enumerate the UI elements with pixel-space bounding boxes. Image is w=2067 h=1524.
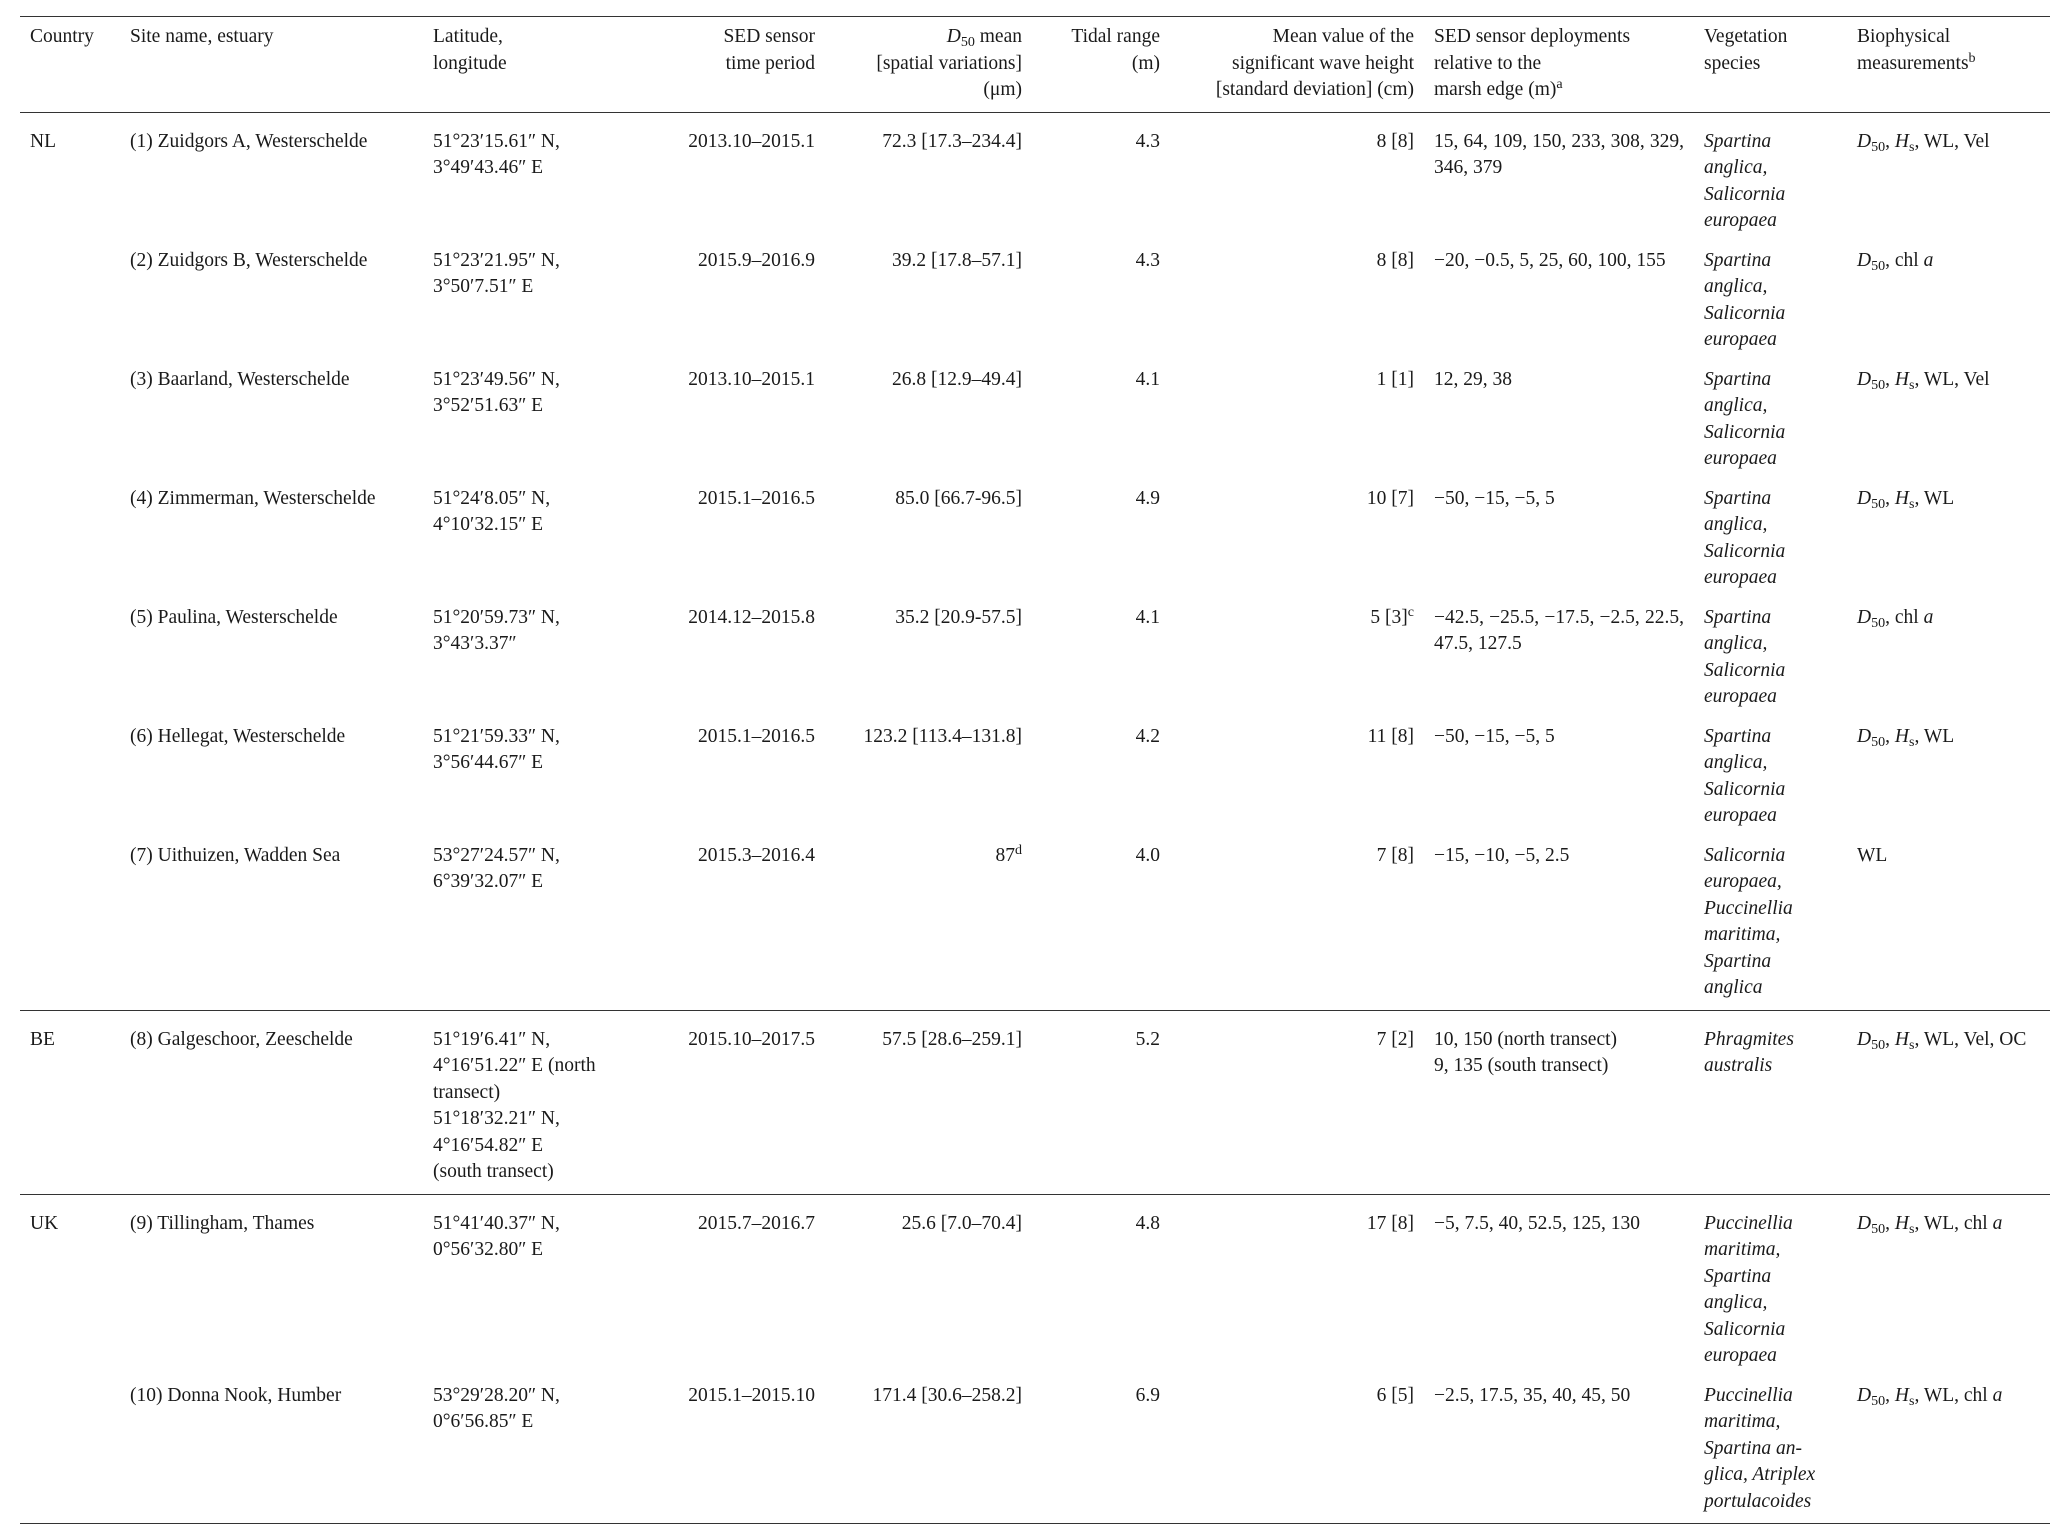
cell-text: −5, 7.5, 40, 52.5, 125, 130 (1434, 1212, 1640, 1234)
cell-country (20, 1370, 120, 1524)
cell-text: 87 (995, 844, 1015, 866)
cell-country (20, 354, 120, 473)
cell-text: 2013.10–2015.1 (688, 368, 815, 390)
cell-vegetation (1694, 354, 1847, 473)
cell-text: 51°23′15.61″ N, 3°49′43.46″ E (433, 130, 560, 178)
cell-wave (1170, 711, 1424, 830)
cell-tidal (1032, 473, 1170, 592)
table-row (20, 1370, 2050, 1524)
cell-text: 6 [5] (1376, 1384, 1414, 1406)
d50-subscript: 50 (1871, 733, 1886, 750)
cell-tidal (1032, 1194, 1170, 1370)
cell-country (20, 235, 120, 354)
cell-site (120, 830, 423, 1011)
cell-text: 10 [7] (1366, 487, 1414, 509)
cell-text: −15, −10, −5, 2.5 (1434, 844, 1570, 866)
cell-d50 (825, 592, 1032, 711)
d50-subscript: 50 (1871, 1392, 1886, 1409)
cell-latlon (423, 473, 629, 592)
cell-biophysical (1847, 830, 2050, 1011)
cell-text: , chl a (1885, 249, 1934, 271)
cell-vegetation (1694, 235, 1847, 354)
cell-text: Phragmites australis (1704, 1028, 1794, 1076)
cell-text: (5) Paulina, Westerschelde (130, 606, 338, 628)
table-row (20, 112, 2050, 235)
d50-subscript: 50 (1871, 495, 1886, 512)
cell-text: , $H_s$, WL (1885, 487, 1955, 512)
cell-country (20, 112, 120, 235)
cell-text: 2014.12–2015.8 (688, 606, 815, 628)
cell-text: 35.2 [20.9-57.5] (895, 606, 1022, 628)
cell-d50 (825, 354, 1032, 473)
table-body (20, 112, 2050, 1524)
cell-text: 2015.1–2016.5 (698, 487, 815, 509)
cell-biophysical (1847, 711, 2050, 830)
cell-wave (1170, 473, 1424, 592)
d50-symbol: D (1857, 725, 1872, 747)
cell-text: 15, 64, 109, 150, 233, 308, 329, 346, 379 (1434, 130, 1684, 178)
table-row (20, 711, 2050, 830)
cell-tidal (1032, 1010, 1170, 1194)
cell-tidal (1032, 711, 1170, 830)
cell-tidal (1032, 112, 1170, 235)
cell-text: , $H_s$, WL, chl a (1885, 1212, 2003, 1237)
cell-deploy (1424, 235, 1694, 354)
cell-deploy (1424, 1010, 1694, 1194)
cell-latlon (423, 1370, 629, 1524)
cell-vegetation (1694, 1010, 1847, 1194)
cell-text: (10) Donna Nook, Humber (130, 1384, 342, 1406)
footnote-mark: d (1014, 841, 1022, 858)
cell-text: 51°23′49.56″ N, 3°52′51.63″ E (433, 368, 560, 416)
cell-text: (4) Zimmerman, Westerschelde (130, 487, 376, 509)
cell-vegetation (1694, 112, 1847, 235)
cell-vegetation (1694, 830, 1847, 1011)
cell-text: 8 [8] (1376, 249, 1414, 271)
cell-text: 4.3 (1135, 130, 1160, 152)
cell-text: Puccinellia maritima, Spartina anglica, Salicornia europaea (1704, 1212, 1793, 1366)
cell-text: 57.5 [28.6–259.1] (882, 1028, 1022, 1050)
cell-text: 4.9 (1135, 487, 1160, 509)
cell-text: (8) Galgeschoor, Zeeschelde (130, 1028, 353, 1050)
cell-tidal (1032, 354, 1170, 473)
cell-text: (9) Tillingham, Thames (130, 1212, 315, 1234)
d50-symbol: D (1857, 130, 1872, 152)
cell-tidal (1032, 235, 1170, 354)
cell-vegetation (1694, 473, 1847, 592)
cell-vegetation (1694, 1370, 1847, 1524)
cell-text: 85.0 [66.7-96.5] (895, 487, 1022, 509)
cell-deploy (1424, 1370, 1694, 1524)
cell-text: Spartina anglica, Salicornia europaea (1704, 487, 1786, 588)
d50-subscript: 50 (1871, 1036, 1886, 1053)
cell-text: (1) Zuidgors A, Westerschelde (130, 130, 368, 152)
cell-latlon (423, 235, 629, 354)
cell-text: −2.5, 17.5, 35, 40, 45, 50 (1434, 1384, 1631, 1406)
cell-wave (1170, 830, 1424, 1011)
cell-period (629, 711, 825, 830)
cell-text: , $H_s$, WL, Vel (1885, 130, 1990, 155)
cell-country (20, 473, 120, 592)
d50-symbol: D (1857, 249, 1872, 271)
d50-symbol: D (1857, 487, 1872, 509)
cell-wave (1170, 1010, 1424, 1194)
cell-biophysical (1847, 1194, 2050, 1370)
cell-text: (3) Baarland, Westerschelde (130, 368, 350, 390)
cell-text: −50, −15, −5, 5 (1434, 725, 1555, 747)
cell-text: Salicornia europaea, Puccinellia maritima, Spartina anglica (1704, 844, 1793, 998)
cell-text: 1 [1] (1376, 368, 1414, 390)
cell-text: 4.3 (1135, 249, 1160, 271)
d50-subscript: 50 (1871, 614, 1886, 631)
cell-text: 4.1 (1135, 368, 1160, 390)
cell-site (120, 354, 423, 473)
cell-text: 2015.1–2016.5 (698, 725, 815, 747)
cell-text: −42.5, −25.5, −17.5, −2.5, 22.5, 47.5, 127.5 (1434, 606, 1684, 654)
cell-country (20, 592, 120, 711)
cell-text: , $H_s$, WL (1885, 725, 1955, 750)
cell-text: 51°19′6.41″ N, 4°16′51.22″ E (north transect) 51°18′32.21″ N, 4°16′54.82″ E (south transect) (433, 1028, 596, 1182)
cell-text: 4.8 (1135, 1212, 1160, 1234)
cell-site (120, 1194, 423, 1370)
cell-text: 2015.9–2016.9 (698, 249, 815, 271)
d50-subscript: 50 (1871, 138, 1886, 155)
sites-table (20, 16, 2050, 1524)
cell-text: 5 [3] (1370, 606, 1408, 628)
cell-text: (2) Zuidgors B, Westerschelde (130, 249, 368, 271)
cell-latlon (423, 1010, 629, 1194)
cell-site (120, 473, 423, 592)
cell-text: 51°23′21.95″ N, 3°50′7.51″ E (433, 249, 560, 297)
cell-text: 6.9 (1135, 1384, 1160, 1406)
d50-symbol: D (1857, 606, 1872, 628)
cell-text: 53°27′24.57″ N, 6°39′32.07″ E (433, 844, 560, 892)
cell-text: , $H_s$, WL, chl a (1885, 1384, 2003, 1409)
cell-wave (1170, 112, 1424, 235)
cell-tidal (1032, 830, 1170, 1011)
cell-text: 53°29′28.20″ N, 0°6′56.85″ E (433, 1384, 560, 1432)
cell-d50 (825, 830, 1032, 1011)
cell-latlon (423, 354, 629, 473)
cell-text: 72.3 [17.3–234.4] (882, 130, 1022, 152)
cell-text: 4.1 (1135, 606, 1160, 628)
cell-text: UK (30, 1212, 59, 1234)
cell-deploy (1424, 354, 1694, 473)
cell-site (120, 1010, 423, 1194)
d50-symbol: D (1857, 1028, 1872, 1050)
cell-latlon (423, 1194, 629, 1370)
cell-text: 8 [8] (1376, 130, 1414, 152)
cell-wave (1170, 1370, 1424, 1524)
header-deploy: SED sensor deployments relative to the marsh edge $(m)^a$ (1434, 26, 1631, 100)
cell-text: 2013.10–2015.1 (688, 130, 815, 152)
cell-text: −50, −15, −5, 5 (1434, 487, 1555, 509)
cell-text: Spartina anglica, Salicornia europaea (1704, 725, 1786, 826)
cell-site (120, 235, 423, 354)
cell-text: Spartina anglica, Salicornia europaea (1704, 606, 1786, 707)
cell-text: 12, 29, 38 (1434, 368, 1512, 390)
d50-subscript: 50 (1871, 257, 1886, 274)
d50-symbol: D (1857, 368, 1872, 390)
cell-deploy (1424, 112, 1694, 235)
cell-period (629, 235, 825, 354)
cell-text: , chl a (1885, 606, 1934, 628)
d50-subscript: 50 (1871, 1220, 1886, 1237)
cell-latlon (423, 112, 629, 235)
cell-biophysical (1847, 1370, 2050, 1524)
cell-d50 (825, 235, 1032, 354)
cell-wave (1170, 1194, 1424, 1370)
cell-vegetation (1694, 592, 1847, 711)
cell-biophysical (1847, 354, 2050, 473)
cell-deploy (1424, 711, 1694, 830)
cell-text: 171.4 [30.6–258.2] (872, 1384, 1022, 1406)
cell-site (120, 711, 423, 830)
cell-biophysical (1847, 235, 2050, 354)
cell-tidal (1032, 1370, 1170, 1524)
cell-latlon (423, 711, 629, 830)
table-row (20, 473, 2050, 592)
cell-d50 (825, 1370, 1032, 1524)
cell-text: 2015.10–2017.5 (688, 1028, 815, 1050)
footnote-mark: c (1407, 603, 1414, 620)
cell-text: 2015.7–2016.7 (698, 1212, 815, 1234)
header-tidal: Tidal range (m) (1071, 26, 1160, 74)
cell-text: 5.2 (1135, 1028, 1160, 1050)
cell-wave (1170, 592, 1424, 711)
cell-deploy (1424, 473, 1694, 592)
cell-period (629, 1194, 825, 1370)
cell-text: 25.6 [7.0–70.4] (901, 1212, 1022, 1234)
cell-period (629, 354, 825, 473)
header-wave: Mean value of the significant wave height [standard deviation] (cm) (1215, 26, 1414, 100)
cell-text: 51°24′8.05″ N, 4°10′32.15″ E (433, 487, 551, 535)
table-row (20, 354, 2050, 473)
header-latlon: Latitude, longitude (433, 26, 507, 74)
table-row (20, 1194, 2050, 1370)
cell-country (20, 830, 120, 1011)
cell-deploy (1424, 1194, 1694, 1370)
cell-vegetation (1694, 711, 1847, 830)
cell-text: 123.2 [113.4–131.8] (863, 725, 1022, 747)
cell-country (20, 1194, 120, 1370)
cell-text: NL (30, 130, 56, 152)
cell-text: 4.0 (1135, 844, 1160, 866)
cell-site (120, 592, 423, 711)
cell-deploy (1424, 592, 1694, 711)
header-country: Country (30, 26, 94, 47)
d50-symbol: D (1857, 1384, 1872, 1406)
cell-period (629, 830, 825, 1011)
cell-text: Spartina anglica, Salicornia europaea (1704, 249, 1786, 350)
cell-period (629, 1370, 825, 1524)
cell-d50 (825, 473, 1032, 592)
cell-biophysical (1847, 592, 2050, 711)
cell-period (629, 1010, 825, 1194)
cell-text: , $H_s$, WL, Vel, OC (1885, 1028, 2027, 1053)
cell-text: (7) Uithuizen, Wadden Sea (130, 844, 341, 866)
cell-period (629, 473, 825, 592)
d50-symbol: D (1857, 1212, 1872, 1234)
table-row (20, 830, 2050, 1011)
header-veg: Vegetation species (1704, 26, 1788, 74)
header-d50: $D_{50}$ mean [spatial variations] (μm) (876, 26, 1022, 100)
cell-text: 17 [8] (1366, 1212, 1414, 1234)
cell-d50 (825, 1194, 1032, 1370)
cell-text: −20, −0.5, 5, 25, 60, 100, 155 (1434, 249, 1666, 271)
cell-biophysical (1847, 473, 2050, 592)
cell-vegetation (1694, 1194, 1847, 1370)
cell-d50 (825, 1010, 1032, 1194)
table-row (20, 235, 2050, 354)
d50-subscript: 50 (1871, 376, 1886, 393)
cell-text: 51°21′59.33″ N, 3°56′44.67″ E (433, 725, 560, 773)
cell-site (120, 1370, 423, 1524)
cell-text: 26.8 [12.9–49.4] (892, 368, 1022, 390)
cell-text: 7 [2] (1376, 1028, 1414, 1050)
cell-site (120, 112, 423, 235)
cell-text: 11 [8] (1367, 725, 1414, 747)
header-period: SED sensor time period (723, 26, 815, 74)
cell-biophysical (1847, 112, 2050, 235)
cell-text: 10, 150 (north transect) 9, 135 (south transect) (1434, 1028, 1618, 1076)
cell-text: 4.2 (1135, 725, 1160, 747)
cell-text: BE (30, 1028, 55, 1050)
cell-tidal (1032, 592, 1170, 711)
cell-period (629, 592, 825, 711)
cell-latlon (423, 592, 629, 711)
cell-biophysical (1847, 1010, 2050, 1194)
cell-text: 51°41′40.37″ N, 0°56′32.80″ E (433, 1212, 560, 1260)
cell-country (20, 711, 120, 830)
cell-text: 7 [8] (1376, 844, 1414, 866)
cell-text: Spartina anglica, Salicornia europaea (1704, 130, 1786, 231)
header-bio: Biophysical measurements$^b$ (1857, 26, 1976, 74)
cell-d50 (825, 711, 1032, 830)
cell-latlon (423, 830, 629, 1011)
table-row (20, 1010, 2050, 1194)
cell-deploy (1424, 830, 1694, 1011)
cell-country (20, 1010, 120, 1194)
cell-period (629, 112, 825, 235)
cell-text: 2015.3–2016.4 (698, 844, 815, 866)
cell-wave (1170, 235, 1424, 354)
cell-text: (6) Hellegat, Westerschelde (130, 725, 346, 747)
table-row (20, 592, 2050, 711)
cell-text: 39.2 [17.8–57.1] (892, 249, 1022, 271)
cell-text: 51°20′59.73″ N, 3°43′3.37″ (433, 606, 560, 654)
cell-text: Spartina anglica, Salicornia europaea (1704, 368, 1786, 469)
cell-text: Puccinellia maritima, Spartina an- glica, Atriplex portulacoides (1704, 1384, 1816, 1512)
cell-text: WL (1857, 844, 1888, 866)
cell-text: , $H_s$, WL, Vel (1885, 368, 1990, 393)
header-site: Site name, estuary (130, 26, 274, 47)
cell-text: 2015.1–2015.10 (688, 1384, 815, 1406)
cell-d50 (825, 112, 1032, 235)
header-row (20, 17, 2050, 113)
cell-wave (1170, 354, 1424, 473)
